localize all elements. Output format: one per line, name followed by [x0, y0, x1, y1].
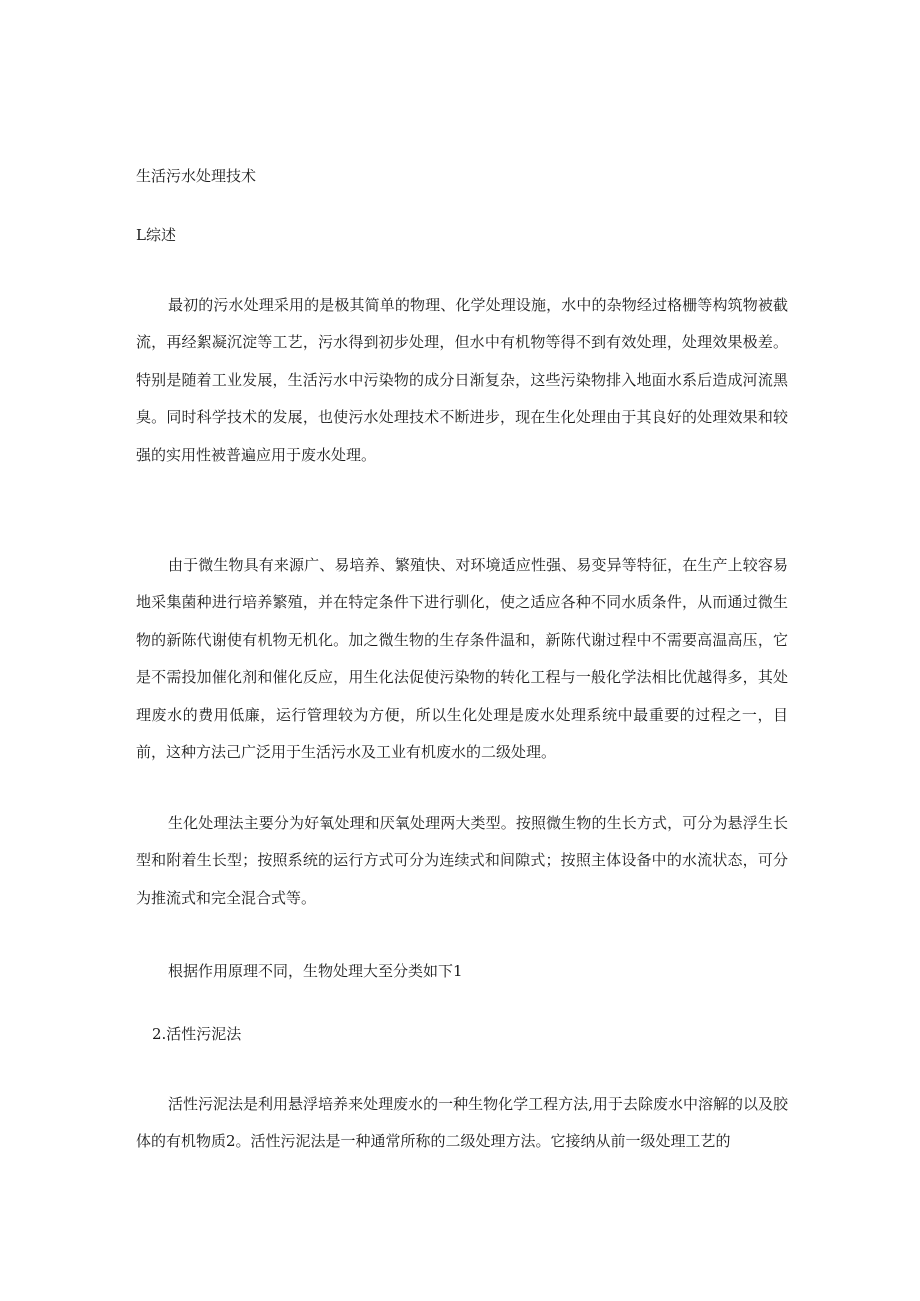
document-title: 生活污水处理技术 [136, 167, 257, 185]
section-heading-overview: L综述 [136, 226, 176, 244]
paragraph-activated-sludge: 活性污泥法是利用悬浮培养来处理废水的一种生物化学工程方法,用于去除废水中溶解的以及胶体的有机物质2。活性污泥法是一种通常所称的二级处理方法。它接纳从前一级处理工艺的 [136, 1095, 788, 1151]
paragraph-principle: 根据作用原理不同，生物处理大至分类如下1 [168, 962, 463, 980]
paragraph-history: 最初的污水处理采用的是极其简单的物理、化学处理设施，水中的杂物经过格栅等构筑物被截流，再经絮凝沉淀等工艺，污水得到初步处理，但水中有机物等得不到有效处理，处理效果极差。特别是随着工业发展，生活污水中污染物的成分日渐复杂，这些污染物排入地面水系后造成河流黑臭。同时科学技术的发展，也使污水处理技术不断进步，现在生化处理由于其良好的处理效果和较强的实用性被普遍应用于废水处理。 [136, 296, 788, 464]
paragraph-classification: 生化处理法主要分为好氧处理和厌氧处理两大类型。按照微生物的生长方式，可分为悬浮生长型和附着生长型；按照系统的运行方式可分为连续式和间隙式；按照主体设备中的水流状态，可分为推流式和完全混合式等。 [136, 814, 788, 907]
section-heading-activated-sludge: 2.活性污泥法 [152, 1025, 242, 1043]
paragraph-microorganisms: 由于微生物具有来源广、易培养、繁殖快、对环境适应性强、易变异等特征，在生产上较容易地采集菌种进行培养繁殖，并在特定条件下进行驯化，使之适应各种不同水质条件，从而通过微生物的新陈代谢使有机物无机化。加之微生物的生存条件温和，新陈代谢过程中不需要高温高压，它是不需投加催化剂和催化反应，用生化法促使污染物的转化工程与一般化学法相比优越得多，其处理废水的费用低廉，运行管理较为方便，所以生化处理是废水处理系统中最重要的过程之一，目前，这种方法己广泛用于生活污水及工业有机废水的二级处理。 [136, 556, 788, 762]
